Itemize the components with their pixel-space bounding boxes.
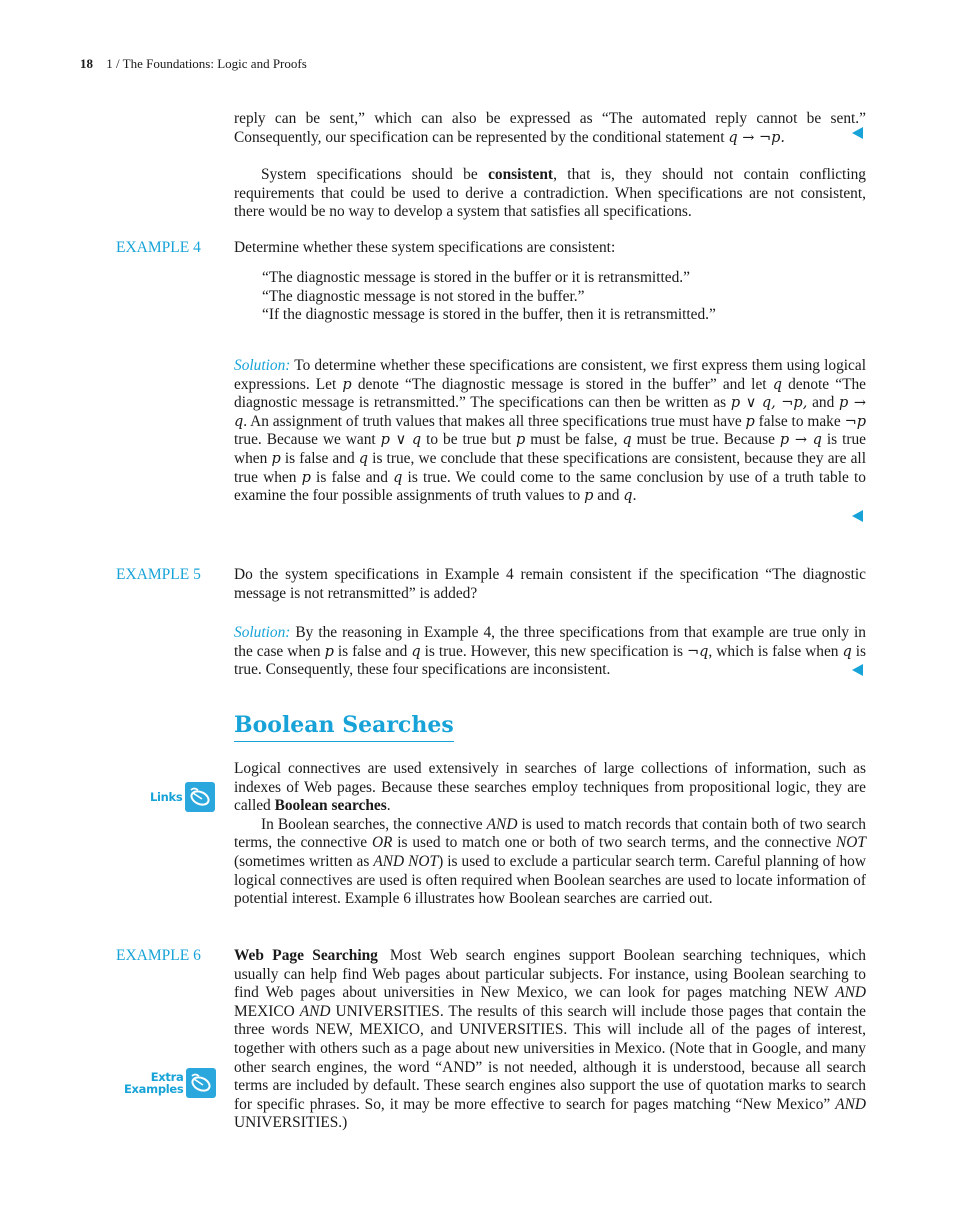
math-var: p bbox=[301, 469, 311, 486]
connective: AND bbox=[299, 1002, 331, 1020]
solution-text: is true. We could come to the same conclusion by use of a truth table to examine the four possible assignments of truth values to bbox=[234, 468, 866, 505]
solution-text: and bbox=[807, 394, 840, 412]
math-var: q bbox=[358, 450, 369, 467]
example-4-label: EXAMPLE 4 bbox=[116, 239, 201, 256]
solution-text: By the reasoning in Example 4, the three specifications from that example are true only in the case when bbox=[234, 624, 866, 660]
solution-text: is true when bbox=[234, 431, 867, 467]
math-var: p bbox=[271, 450, 281, 467]
math-expression: p → q bbox=[779, 432, 822, 449]
math-var: q bbox=[772, 376, 782, 393]
solution-text: is false and bbox=[280, 449, 359, 467]
paragraph-text: reply can be sent,” which can also be expressed as “The automated reply cannot be sent.” Consequently, our specification can be represented by the conditional statement bbox=[234, 110, 866, 146]
example-5-solution bbox=[234, 624, 866, 680]
paragraph-text: Logical connectives are used extensively in searches of large collections of information, such as indexes of Web pages. Because these searches employ techniques from propositional logic, they are called bbox=[234, 760, 866, 815]
math-var: p bbox=[584, 488, 594, 505]
example-heading: Web Page Searching bbox=[234, 947, 378, 964]
paragraph-text: is used to match records that contain both of two search terms, the connective bbox=[234, 815, 866, 852]
example-6-body bbox=[234, 947, 866, 1133]
quote-line: “If the diagnostic message is stored in the buffer, then it is retransmitted.” bbox=[262, 306, 716, 324]
example-4-solution bbox=[234, 357, 866, 506]
solution-text: true. Because we want bbox=[234, 431, 381, 449]
connective: AND bbox=[486, 815, 518, 833]
defined-term: consistent bbox=[488, 166, 554, 183]
example-4-quotes bbox=[262, 269, 716, 325]
quote-line: “The diagnostic message is not stored in the buffer.” bbox=[262, 287, 585, 305]
solution-text: is true. Consequently, these four specifications are inconsistent. bbox=[234, 642, 866, 679]
label-line: Examples bbox=[124, 1082, 184, 1096]
math-var: q bbox=[622, 432, 632, 449]
math-var: q bbox=[393, 469, 403, 486]
mouse-icon bbox=[185, 782, 215, 812]
example-prompt: Determine whether these system specifications are consistent: bbox=[234, 239, 616, 256]
math-var: q bbox=[411, 643, 421, 660]
solution-text: false to make bbox=[754, 412, 845, 430]
paragraph-text: ) is used to exclude a particular search term. Careful planning of how logical connectives are used is often required when Boolean searches are used to locate information of potential interest. Example 6 illustrates how Boolean searches are carried out. bbox=[234, 852, 866, 908]
end-of-example-marker bbox=[852, 127, 863, 139]
solution-text: is false and bbox=[310, 468, 394, 486]
math-expression: p → q bbox=[234, 395, 866, 430]
example-5-prompt bbox=[234, 566, 866, 603]
paragraph-text: UNIVERSITIES. The results of this search will include those pages that contain the three words NEW, MEXICO, and UNIVERSITIES. This will include all of the pages of interest, together with others such as a page about new universities in Mexico. (Note that in Google, and many other search engines, the word “AND” is not needed, although it is understood, because all search terms are included by default. These search engines also support the use of quotation marks to search for specific phrases. So, it may be more effective to search for pages matching “New Mexico” bbox=[234, 1002, 866, 1113]
paragraph-continuation bbox=[234, 110, 866, 147]
solution-text: and bbox=[593, 487, 624, 505]
links-label: Links bbox=[150, 790, 183, 804]
math-var: p bbox=[515, 432, 526, 449]
math-var: q bbox=[842, 643, 852, 660]
solution-text: to be true but bbox=[421, 431, 516, 449]
connective: AND bbox=[835, 1095, 866, 1113]
paragraph-text: . bbox=[386, 797, 391, 815]
paragraph-text: In Boolean searches, the connective bbox=[261, 815, 487, 833]
solution-text: . bbox=[632, 487, 637, 505]
solution-text: To determine whether these specifications are consistent, we first express them using logical expressions. Let bbox=[234, 357, 866, 393]
solution-text: is true, we conclude that these specifications are consistent, because they are all true when bbox=[234, 449, 866, 486]
section-heading: Boolean Searches bbox=[234, 712, 454, 742]
math-var: p bbox=[342, 376, 352, 393]
solution-text: denote “The diagnostic message is stored in the buffer” and let bbox=[351, 375, 773, 393]
running-title: 1 / The Foundations: Logic and Proofs bbox=[106, 56, 307, 71]
extra-examples-label bbox=[124, 1071, 183, 1095]
example-6-label: EXAMPLE 6 bbox=[116, 947, 201, 964]
solution-text: . An assignment of truth values that makes all three specifications true must have bbox=[243, 412, 746, 430]
math-var: q bbox=[623, 488, 633, 505]
math-expression: q → ¬p. bbox=[728, 129, 786, 146]
solution-label: Solution: bbox=[234, 624, 291, 641]
connective: NOT bbox=[836, 834, 866, 852]
example-prompt: Do the system specifications in Example 4 remain consistent if the specification “The diagnostic message is not retransmitted” is added? bbox=[234, 566, 866, 602]
paragraph-text: System specifications should be bbox=[261, 166, 489, 183]
end-of-example-marker bbox=[852, 510, 863, 522]
solution-label: Solution: bbox=[234, 357, 291, 374]
solution-text: , which is false when bbox=[708, 642, 843, 660]
quote-line: “The diagnostic message is stored in the buffer or it is retransmitted.” bbox=[262, 269, 690, 286]
defined-term: Boolean searches bbox=[274, 797, 387, 815]
solution-text: is false and bbox=[333, 642, 412, 660]
connective: OR bbox=[371, 834, 393, 852]
paragraph-text: UNIVERSITIES.) bbox=[234, 1114, 348, 1132]
paragraph-text: MEXICO bbox=[234, 1002, 300, 1020]
links-margin-note[interactable] bbox=[150, 782, 215, 812]
example-4-prompt bbox=[234, 239, 866, 258]
math-expression: ¬p bbox=[844, 413, 866, 430]
solution-text: is true. However, this new specification is bbox=[420, 642, 687, 660]
solution-text: must be true. Because bbox=[631, 431, 780, 449]
extra-examples-margin-note[interactable] bbox=[124, 1068, 216, 1098]
paragraph-consistent bbox=[234, 166, 866, 222]
solution-text: denote “The diagnostic message is retransmitted.” The specifications can then be written as bbox=[234, 375, 866, 412]
math-var: p bbox=[324, 643, 334, 660]
connective: AND bbox=[835, 984, 866, 1002]
mouse-icon bbox=[186, 1068, 216, 1098]
math-expression: p ∨ q, ¬p, bbox=[730, 395, 808, 412]
math-expression: p ∨ q bbox=[380, 432, 422, 449]
connective: AND NOT bbox=[373, 852, 439, 870]
paragraph-text: Most Web search engines support Boolean searching techniques, which usually can help find Web pages about particular subjects. For instance, using Boolean searching to find Web pages about universities in New Mexico, we can look for pages matching NEW bbox=[234, 947, 867, 1002]
solution-text: must be false, bbox=[525, 431, 623, 449]
paragraph-text: , that is, they should not contain conflicting requirements that could be used to derive a contradiction. When specifications are not consistent, there would be no way to develop a system that satisfies all specifications. bbox=[234, 166, 866, 221]
paragraph-text: (sometimes written as bbox=[234, 852, 374, 870]
page-number: 18 bbox=[80, 56, 93, 71]
end-of-example-marker bbox=[852, 664, 863, 676]
label-line: Extra bbox=[150, 1070, 184, 1084]
boolean-searches-body bbox=[234, 760, 866, 909]
math-var: p bbox=[745, 413, 755, 430]
example-5-label: EXAMPLE 5 bbox=[116, 566, 201, 583]
running-header bbox=[80, 56, 307, 72]
paragraph-text: is used to match one or both of two search terms, and the connective bbox=[392, 834, 837, 852]
math-expression: ¬q bbox=[686, 643, 709, 660]
